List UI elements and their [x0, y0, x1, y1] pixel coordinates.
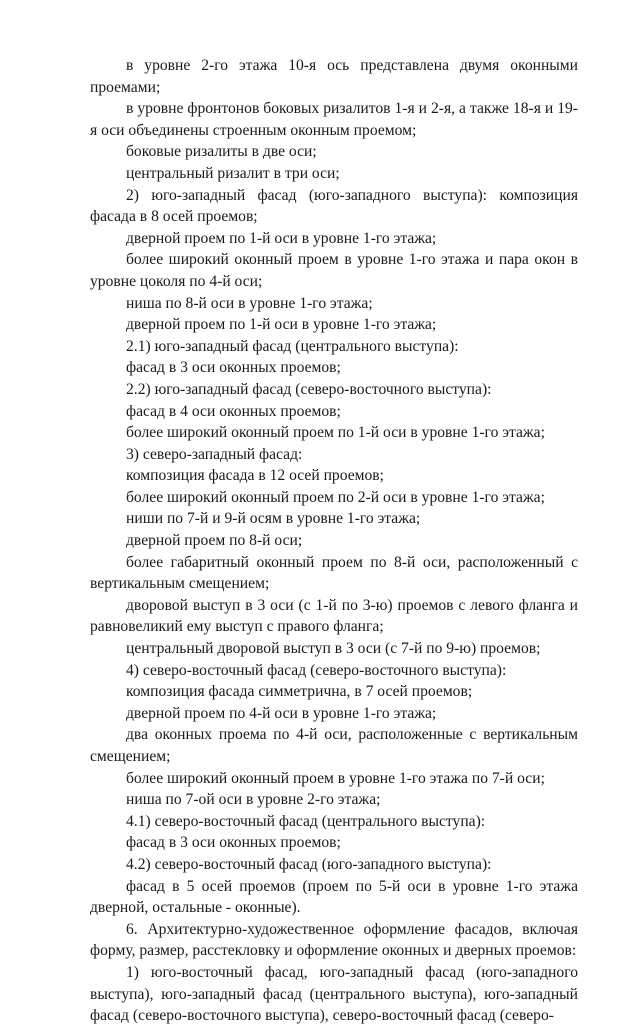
paragraph: более широкий оконный проем по 2-й оси в уровне 1-го этажа;	[126, 488, 545, 506]
paragraph: два оконных проема по 4-й оси, расположенные с вертикальным смещением;	[90, 726, 578, 765]
paragraph: 4.2) северо-восточный фасад (юго-западного выступа):	[126, 855, 492, 873]
paragraph: 3) северо-западный фасад:	[126, 445, 303, 463]
paragraph: 2.2) юго-западный фасад (северо-восточного выступа):	[126, 380, 492, 398]
paragraph: 2.1) юго-западный фасад (центрального выступа):	[126, 337, 459, 355]
paragraph: дверной проем по 8-й оси;	[126, 532, 303, 550]
paragraph: 1) юго-восточный фасад, юго-западный фасад (юго-западного выступа), юго-западный фасад (центрального выступа), юго-западный фасад (северо-восточного выступа), северо-восточный фасад (северо-	[90, 963, 578, 1025]
paragraph: центральный ризалит в три оси;	[126, 164, 340, 182]
paragraph: 6. Архитектурно-художественное оформление фасадов, включая форму, размер, расстекловку и оформление оконных и дверных проемов:	[90, 920, 578, 960]
paragraph: фасад в 4 оси оконных проемов;	[126, 402, 341, 420]
paragraph: в уровне фронтонов боковых ризалитов 1-я и 2-я, а также 18-я и 19-я оси объединены строенным оконным проемом;	[90, 100, 578, 139]
document-body	[90, 55, 578, 1027]
paragraph: дворовой выступ в 3 оси (с 1-й по 3-ю) проемов с левого фланга и равновеликий ему выступ с правого фланга;	[90, 596, 578, 636]
paragraph: в уровне 2-го этажа 10-я ось представлена двумя оконными проемами;	[90, 57, 578, 96]
paragraph: 4.1) северо-восточный фасад (центрального выступа):	[126, 812, 486, 830]
paragraph: центральный дворовой выступ в 3 оси (с 7-й по 9-ю) проемов;	[126, 640, 541, 658]
paragraph: фасад в 3 оси оконных проемов;	[126, 359, 341, 377]
paragraph: 4) северо-восточный фасад (северо-восточного выступа):	[126, 661, 507, 679]
paragraph: композиция фасада в 12 осей проемов;	[126, 467, 384, 485]
paragraph: ниша по 8-й оси в уровне 1-го этажа;	[126, 294, 373, 312]
paragraph: более габаритный оконный проем по 8-й оси, расположенный с вертикальным смещением;	[90, 553, 578, 593]
paragraph: дверной проем по 4-й оси в уровне 1-го этажа;	[126, 704, 437, 722]
paragraph: более широкий оконный проем в уровне 1-го этажа по 7-й оси;	[126, 769, 545, 787]
paragraph: 2) юго-западный фасад (юго-западного выступа): композиция фасада в 8 осей проемов;	[90, 186, 578, 226]
paragraph: фасад в 5 осей проемов (проем по 5-й оси в уровне 1-го этажа дверной, остальные - оконные).	[90, 877, 578, 917]
paragraph: ниша по 7-ой оси в уровне 2-го этажа;	[126, 791, 381, 809]
paragraph: боковые ризалиты в две оси;	[126, 143, 317, 161]
paragraph: более широкий оконный проем по 1-й оси в уровне 1-го этажа;	[126, 424, 545, 442]
paragraph: дверной проем по 1-й оси в уровне 1-го этажа;	[126, 229, 437, 247]
paragraph: фасад в 3 оси оконных проемов;	[126, 834, 341, 852]
paragraph: более широкий оконный проем в уровне 1-го этажа и пара окон в уровне цоколя по 4-й оси;	[90, 251, 578, 290]
paragraph: дверной проем по 1-й оси в уровне 1-го этажа;	[126, 316, 437, 334]
paragraph: ниши по 7-й и 9-й осям в уровне 1-го этажа;	[126, 510, 421, 528]
paragraph: композиция фасада симметрична, в 7 осей проемов;	[126, 683, 473, 701]
